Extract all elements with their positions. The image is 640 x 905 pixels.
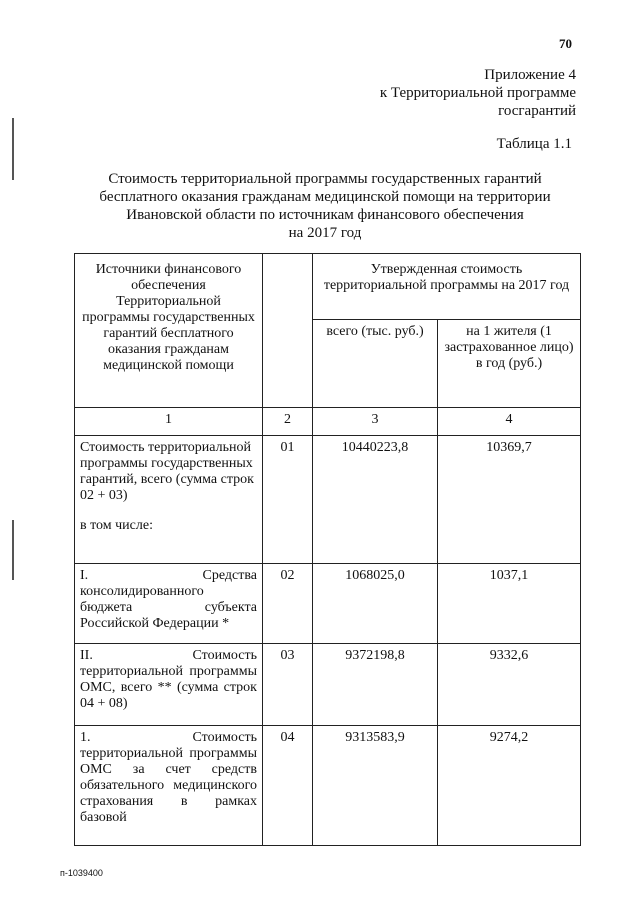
table-label: Таблица 1.1: [496, 136, 572, 152]
title-line-3: Ивановской области по источникам финансового обеспечения: [126, 207, 524, 223]
row-total: 9313583,9: [313, 726, 438, 846]
header-row: [75, 254, 581, 320]
page-number: 70: [559, 36, 572, 51]
appendix-line-1: Приложение 4: [484, 67, 576, 83]
row-per-capita: 9332,6: [438, 644, 581, 726]
row-code: 02: [263, 564, 313, 644]
table-row: [75, 644, 581, 726]
column-number: 3: [313, 408, 438, 436]
row-label: Стоимость территориальной программы государственных гарантий, всего (сумма строк 02 + 03): [80, 440, 254, 503]
document-title: [90, 170, 560, 242]
row-sublabel: в том числе:: [80, 518, 153, 533]
column-number: 2: [263, 408, 313, 436]
table-row: [75, 436, 581, 564]
row-label: I. Средства консолидированного бюджета субъекта Российской Федерации *: [75, 564, 263, 644]
row-code: 01: [263, 436, 313, 564]
row-per-capita: 10369,7: [438, 436, 581, 564]
row-label-cell: [75, 436, 263, 564]
row-per-capita: 1037,1: [438, 564, 581, 644]
column-number-row: [75, 408, 581, 436]
header-per-capita: на 1 жителя (1 застрахованное лицо) в год (руб.): [438, 320, 581, 408]
column-number: 4: [438, 408, 581, 436]
cost-table: [74, 253, 581, 846]
row-code: 03: [263, 644, 313, 726]
appendix-line-2: к Территориальной программе: [379, 85, 576, 101]
title-line-2: бесплатного оказания гражданам медицинской помощи на территории: [99, 189, 551, 205]
column-number: 1: [75, 408, 263, 436]
row-label: II. Стоимость территориальной программы ОМС, всего ** (сумма строк 04 + 08): [75, 644, 263, 726]
row-total: 10440223,8: [313, 436, 438, 564]
appendix-heading: [276, 66, 576, 120]
title-line-1: Стоимость территориальной программы государственных гарантий: [108, 171, 542, 187]
header-code: [263, 254, 313, 408]
header-sources: Источники финансового обеспечения Территориальной программы государственных гарантий бесплатного оказания гражданам медицинской помощи: [75, 254, 263, 408]
header-total: всего (тыс. руб.): [313, 320, 438, 408]
header-approved-cost: Утвержденная стоимость территориальной программы на 2017 год: [313, 254, 581, 320]
row-total: 9372198,8: [313, 644, 438, 726]
scan-edge-mark: [12, 520, 14, 580]
table-row: [75, 726, 581, 846]
row-label: 1. Стоимость территориальной программы ОМС за счет средств обязательного медицинского страхования в рамках базовой: [75, 726, 263, 846]
scan-edge-mark: [12, 118, 14, 180]
title-line-4: на 2017 год: [288, 225, 362, 241]
row-total: 1068025,0: [313, 564, 438, 644]
appendix-line-3: госгарантий: [498, 103, 576, 119]
footer-document-id: п-1039400: [60, 868, 103, 878]
table-row: [75, 564, 581, 644]
row-code: 04: [263, 726, 313, 846]
row-per-capita: 9274,2: [438, 726, 581, 846]
